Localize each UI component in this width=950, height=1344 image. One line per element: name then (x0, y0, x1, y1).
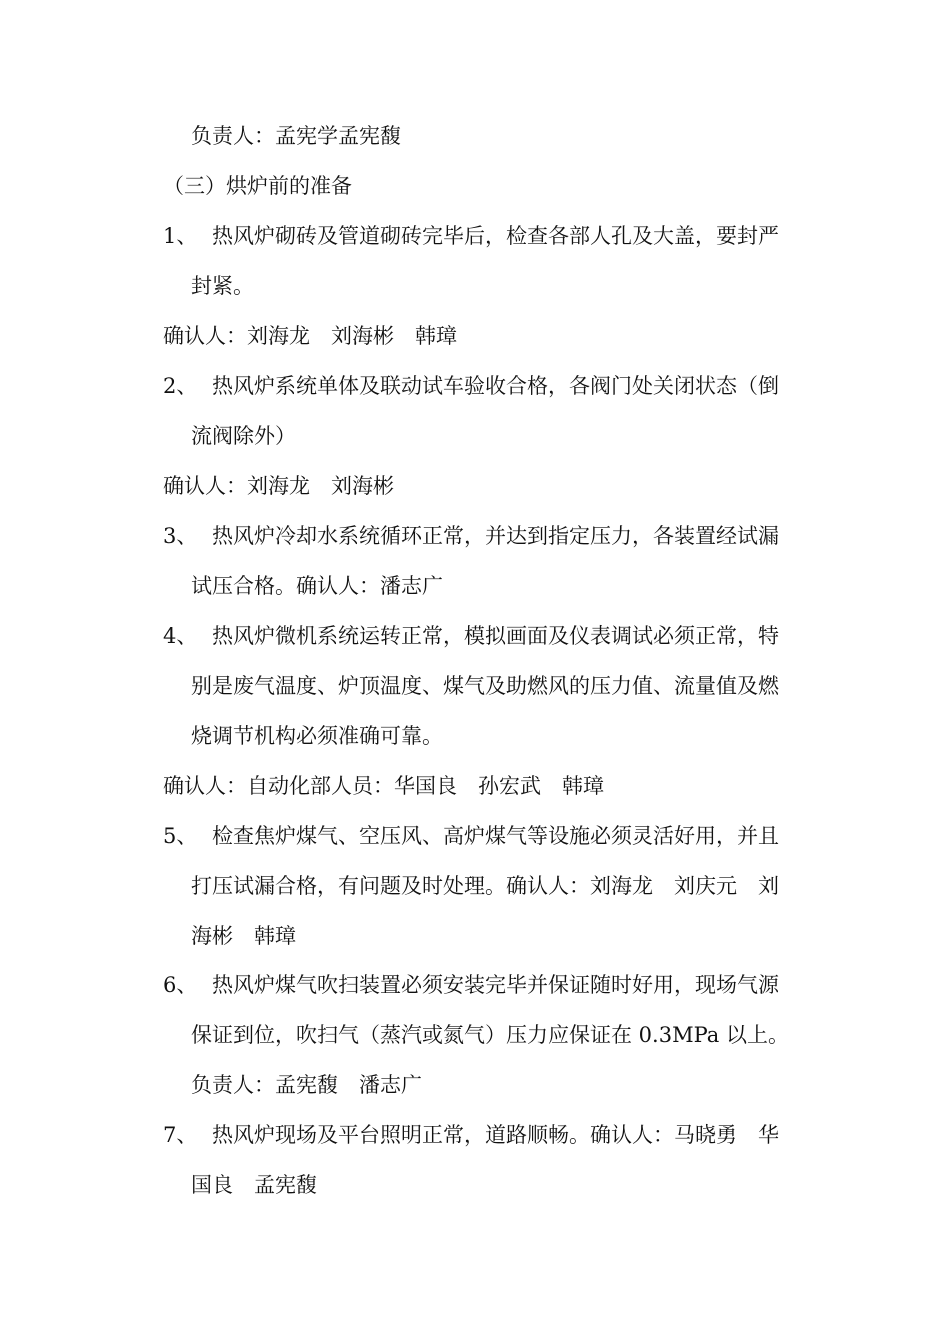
item-number: 4、 (163, 624, 198, 648)
item-text-line: 流阀除外） (191, 424, 296, 448)
intro-responsible: 负责人：孟宪学孟宪馥 (191, 124, 401, 148)
item-text-line: 检查焦炉煤气、空压风、高炉煤气等设施必须灵活好用，并且 (212, 824, 779, 848)
item-text-line: 热风炉微机系统运转正常，模拟画面及仪表调试必须正常，特 (212, 624, 779, 648)
item-number: 6、 (163, 973, 198, 997)
item-text-line: 热风炉系统单体及联动试车验收合格，各阀门处关闭状态（倒 (212, 374, 779, 398)
item-text-line: 封紧。 (191, 274, 254, 298)
item-text-line: 负责人：孟宪馥 潘志广 (191, 1073, 422, 1097)
item-number: 5、 (163, 824, 198, 848)
item-text-line: 热风炉冷却水系统循环正常，并达到指定压力，各装置经试漏 (212, 524, 779, 548)
item-text-line: 别是废气温度、炉顶温度、煤气及助燃风的压力值、流量值及燃 (191, 674, 779, 698)
confirm-line: 确认人：自动化部人员：华国良 孙宏武 韩璋 (163, 774, 604, 798)
item-text-line: 热风炉现场及平台照明正常，道路顺畅。确认人：马晓勇 华 (212, 1123, 779, 1147)
item-number: 1、 (163, 224, 198, 248)
item-text-line: 海彬 韩璋 (191, 924, 296, 948)
item-number: 3、 (163, 524, 198, 548)
item-number: 7、 (163, 1123, 198, 1147)
section-heading: （三）烘炉前的准备 (163, 174, 352, 198)
item-text-line: 打压试漏合格，有问题及时处理。确认人：刘海龙 刘庆元 刘 (191, 874, 779, 898)
item-text-line: 热风炉砌砖及管道砌砖完毕后，检查各部人孔及大盖，要封严 (212, 224, 779, 248)
item-text-line: 热风炉煤气吹扫装置必须安装完毕并保证随时好用，现场气源 (212, 973, 779, 997)
item-text-line: 试压合格。确认人：潘志广 (191, 574, 443, 598)
confirm-line: 确认人：刘海龙 刘海彬 (163, 474, 394, 498)
item-text-line: 保证到位，吹扫气（蒸汽或氮气）压力应保证在 0.3MPa 以上。 (191, 1023, 789, 1047)
item-text-line: 烧调节机构必须准确可靠。 (191, 724, 443, 748)
item-number: 2、 (163, 374, 198, 398)
item-text-line: 国良 孟宪馥 (191, 1173, 317, 1197)
confirm-line: 确认人：刘海龙 刘海彬 韩璋 (163, 324, 457, 348)
